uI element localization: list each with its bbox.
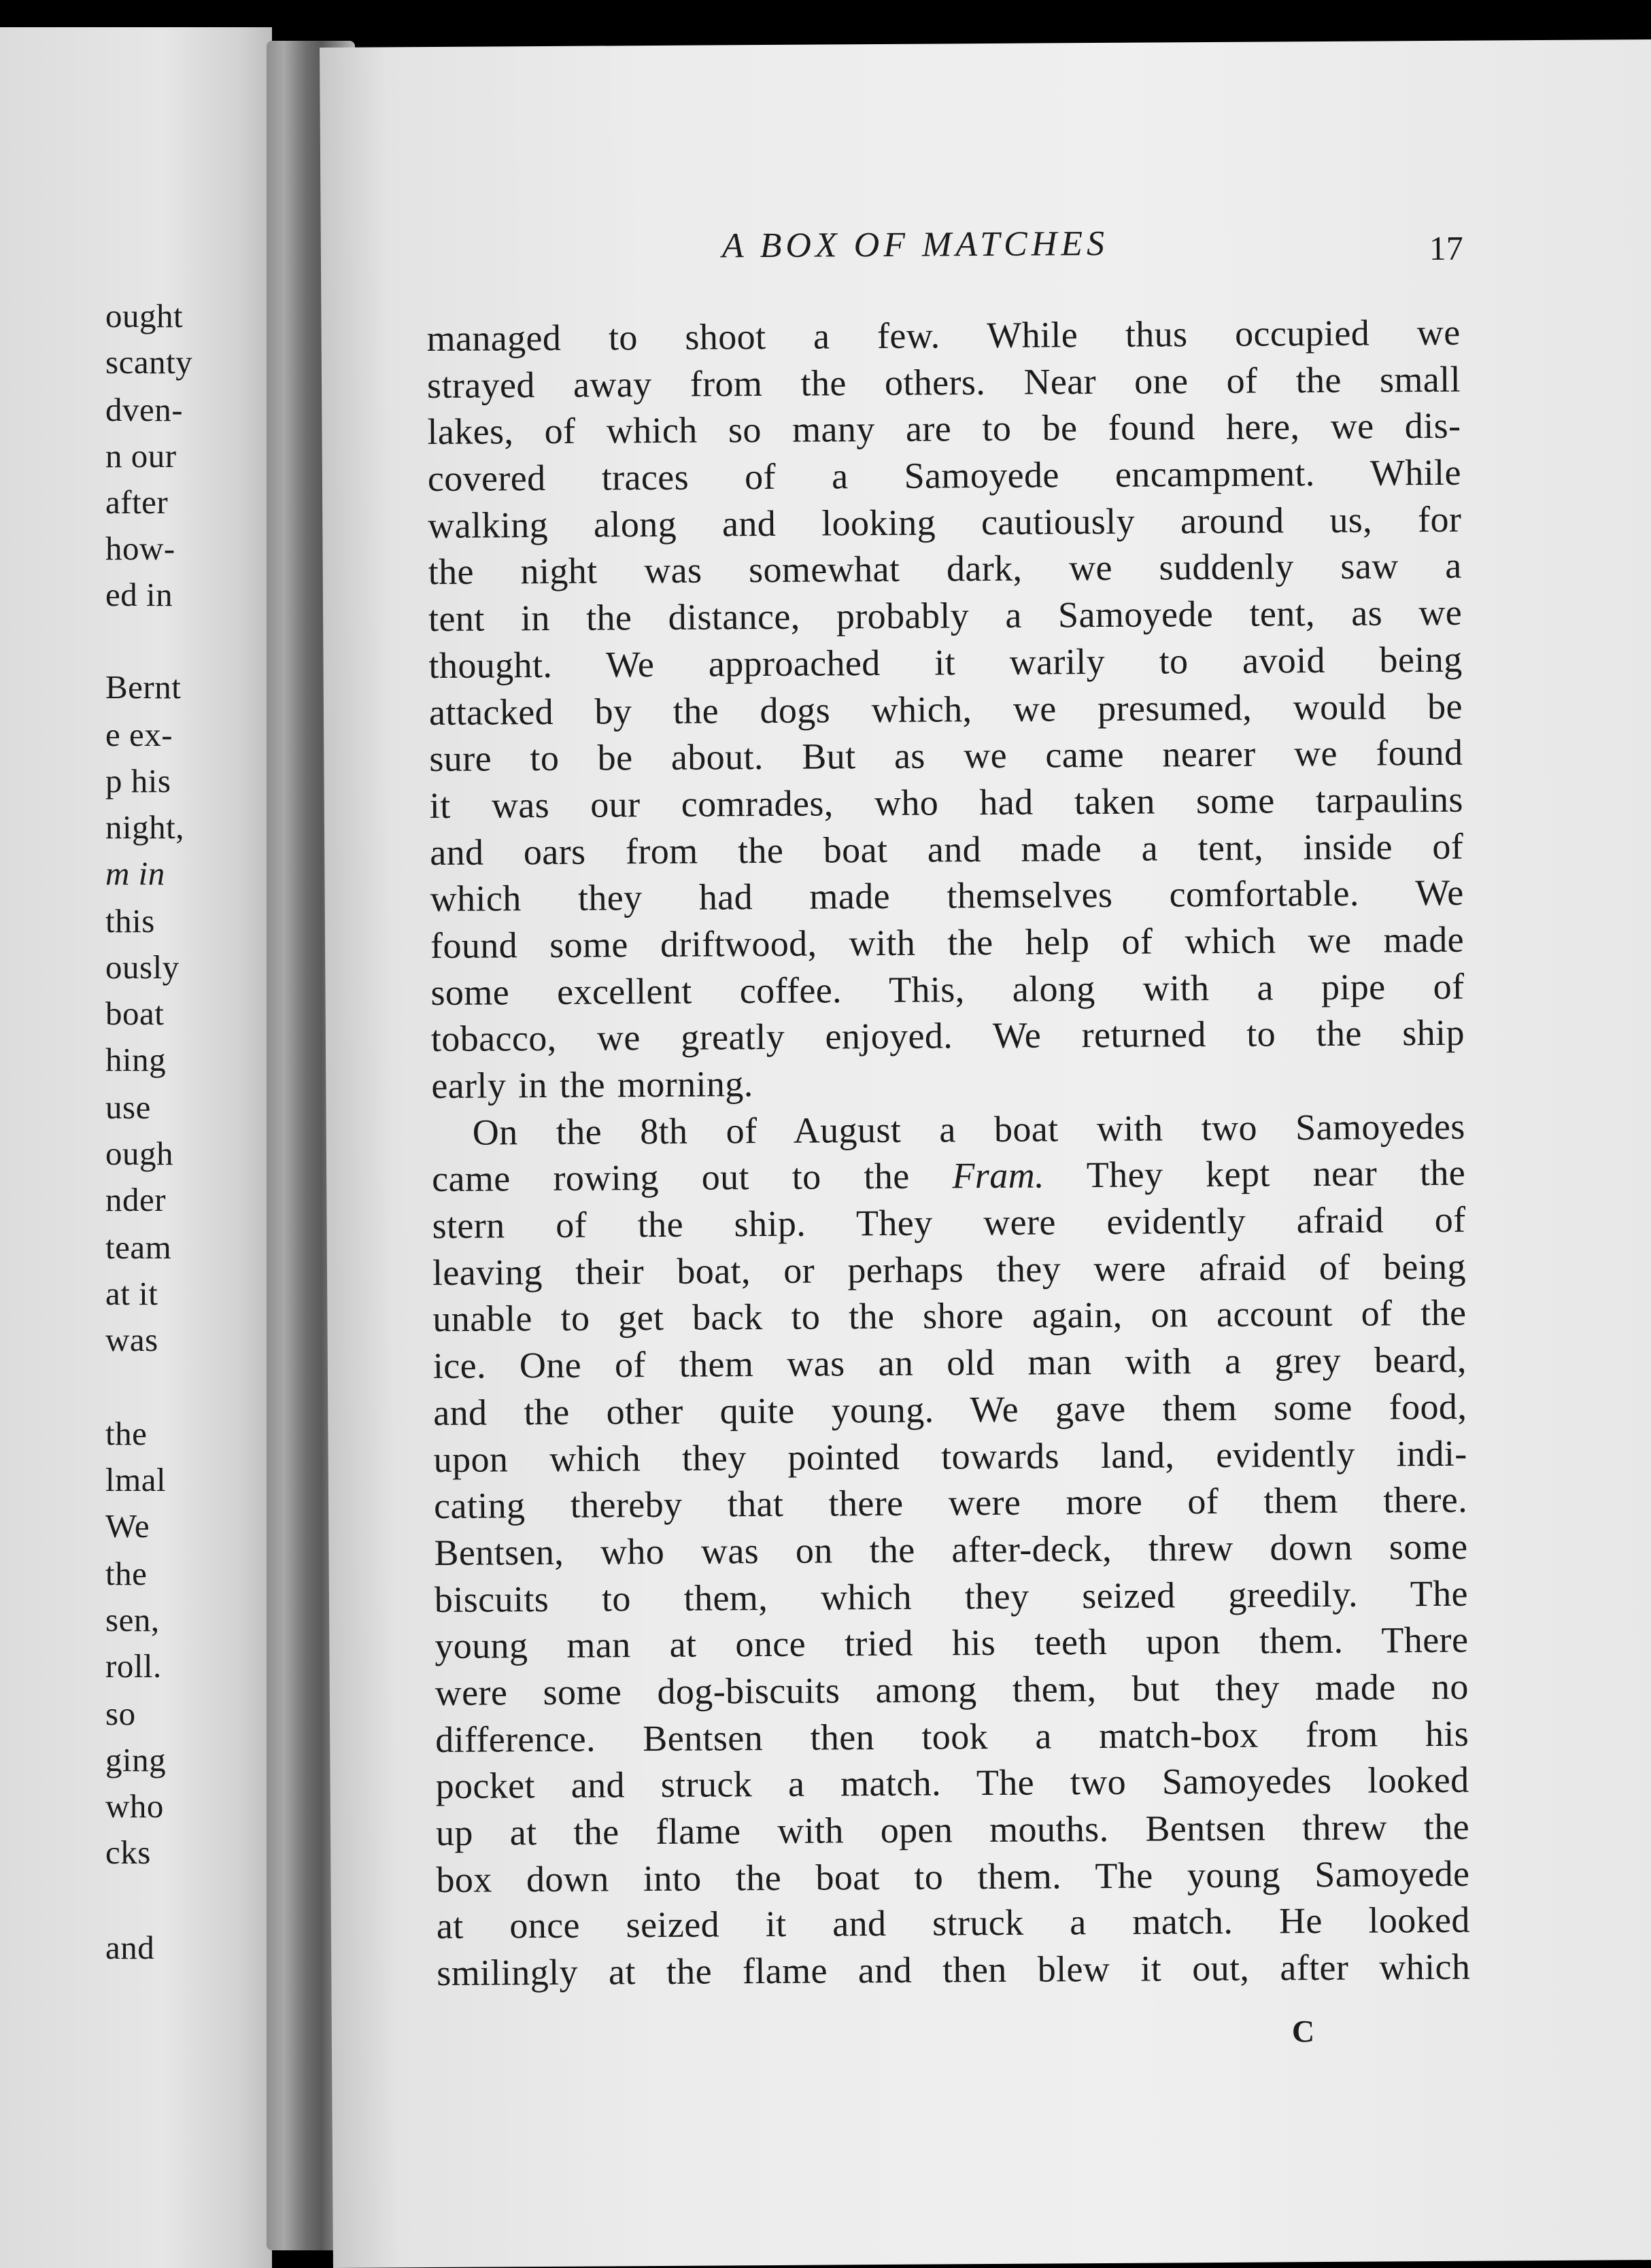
left-line-fragment: and xyxy=(105,1929,155,1966)
text-line: sure to be about. But as we came nearer we found xyxy=(429,732,1463,780)
left-line-fragment: We xyxy=(105,1507,150,1545)
left-line-fragment: roll. xyxy=(105,1647,162,1685)
left-line-fragment: ough xyxy=(105,1135,173,1172)
left-line-fragment: after xyxy=(105,483,169,521)
text-line: early in the morning. xyxy=(431,1063,753,1107)
text-line: smilingly at the flame and then blew it out, after which xyxy=(437,1946,1471,1994)
text-line: tent in the distance, probably a Samoyede tent, as we xyxy=(428,591,1463,640)
text-line: difference. Bentsen then took a match-box from his xyxy=(435,1713,1469,1760)
left-line-fragment: cks xyxy=(105,1834,151,1871)
left-line-fragment: use xyxy=(105,1088,151,1126)
text-line: leaving their boat, or perhaps they were afraid of being xyxy=(432,1245,1467,1293)
text-line: covered traces of a Samoyede encampment. While xyxy=(427,451,1462,500)
left-line-fragment: who xyxy=(105,1787,164,1825)
left-line-fragment: at it xyxy=(105,1275,158,1312)
text-line: strayed away from the others. Near one of the small xyxy=(426,358,1461,406)
left-line-fragment: ought xyxy=(105,297,184,334)
text-line: tobacco, we greatly enjoyed. We returned to the ship xyxy=(430,1012,1465,1060)
text-line: walking along and looking cautiously around us, for xyxy=(428,498,1462,546)
left-line-fragment: dven- xyxy=(105,391,184,428)
text-line: cating thereby that there were more of them there. xyxy=(433,1479,1468,1527)
left-line-fragment: the xyxy=(105,1555,148,1592)
text-line: stern of the ship. They were evidently afraid of xyxy=(432,1199,1466,1247)
left-line-fragment: scanty xyxy=(105,343,193,381)
left-line-fragment: ging xyxy=(105,1741,167,1779)
text-line: lakes, of which so many are to be found here, we dis- xyxy=(427,405,1461,453)
text-segment: They kept near the xyxy=(1086,1152,1466,1196)
left-line-fragment: night, xyxy=(105,808,184,846)
left-page xyxy=(0,27,272,2268)
text-line: managed to shoot a few. While thus occupied we xyxy=(426,311,1461,360)
text-line: ice. One of them was an old man with a grey beard, xyxy=(432,1339,1467,1387)
text-line: it was our comrades, who had taken some tarpaulins xyxy=(429,778,1463,826)
text-line: unable to get back to the shore again, on account of the xyxy=(432,1292,1467,1340)
text-line: were some dog-biscuits among them, but they made no xyxy=(435,1666,1469,1713)
text-line: biscuits to them, which they seized greedily. The xyxy=(434,1573,1469,1620)
left-line-fragment: this xyxy=(105,902,155,940)
left-line-fragment: sen, xyxy=(105,1601,160,1638)
text-line: up at the flame with open mouths. Bentsen threw the xyxy=(435,1806,1470,1854)
text-line: upon which they pointed towards land, evidently indi- xyxy=(433,1432,1467,1480)
left-line-fragment: hing xyxy=(105,1041,167,1078)
left-line-fragment: nder xyxy=(105,1181,167,1218)
text-line: thought. We approached it warily to avoid being xyxy=(428,638,1463,686)
text-segment: came rowing out to the xyxy=(431,1156,910,1200)
text-line: at once seized it and struck a match. He looked xyxy=(436,1900,1471,1947)
text-line: box down into the boat to them. The young Samoyede xyxy=(436,1853,1470,1900)
left-line-fragment: boat xyxy=(105,995,165,1032)
ship-name-italic: Fram. xyxy=(952,1154,1045,1197)
running-head: A BOX OF MATCHES xyxy=(721,224,1109,266)
left-line-fragment: p his xyxy=(105,762,171,800)
text-line: On the 8th of August a boat with two Samoyedes xyxy=(472,1105,1465,1153)
left-line-fragment: was xyxy=(105,1321,158,1358)
left-line-fragment: n our xyxy=(105,437,177,475)
left-line-fragment: lmal xyxy=(105,1461,167,1498)
right-page xyxy=(320,39,1651,2268)
left-line-fragment: m in xyxy=(105,855,165,892)
text-line: found some driftwood, with the help of which we made xyxy=(430,918,1465,966)
text-line: which they had made themselves comfortable. We xyxy=(430,872,1464,920)
left-line-fragment: so xyxy=(105,1695,136,1732)
left-line-fragment: team xyxy=(105,1228,172,1266)
left-line-fragment: ed in xyxy=(105,576,173,613)
text-line: pocket and struck a match. The two Samoyedes looked xyxy=(435,1759,1469,1807)
left-line-fragment: e ex- xyxy=(105,716,173,753)
text-line-with-italic xyxy=(432,1150,1465,1203)
text-line: and the other quite young. We gave them some food, xyxy=(433,1386,1467,1433)
text-line: and oars from the boat and made a tent, inside of xyxy=(430,825,1464,873)
left-line-fragment: the xyxy=(105,1415,148,1452)
body-text xyxy=(426,309,1470,1997)
left-line-fragment: Bernt xyxy=(105,668,182,706)
signature-mark: C xyxy=(1291,2014,1315,2049)
text-line: the night was somewhat dark, we suddenly saw a xyxy=(428,545,1462,593)
left-line-fragment: how- xyxy=(105,530,175,567)
text-line: some excellent coffee. This, along with a pipe of xyxy=(430,965,1465,1013)
left-line-fragment: ously xyxy=(105,948,180,986)
text-line: attacked by the dogs which, we presumed, would be xyxy=(428,685,1463,733)
text-line: Bentsen, who was on the after-deck, threw down some xyxy=(434,1526,1468,1573)
page-number: 17 xyxy=(1429,228,1464,268)
text-line: young man at once tried his teeth upon them. There xyxy=(435,1619,1469,1667)
